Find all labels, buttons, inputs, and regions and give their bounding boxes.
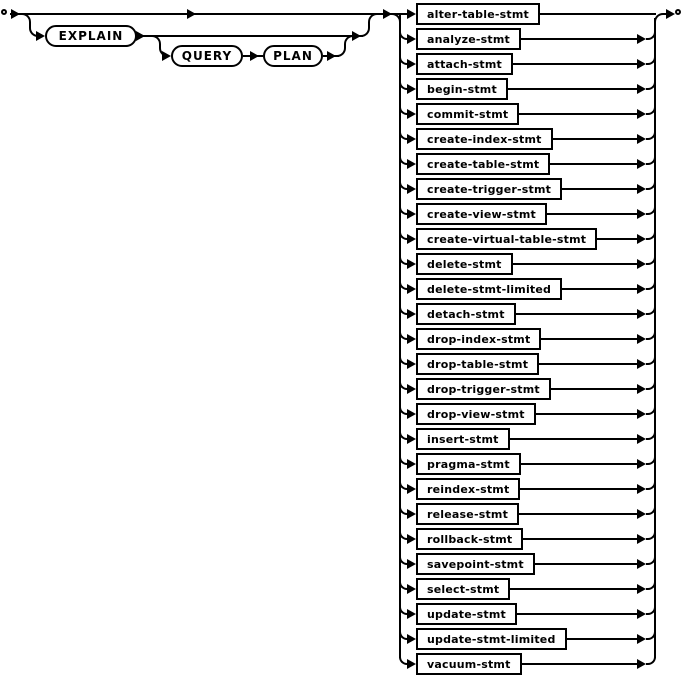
row-exit-curve xyxy=(646,253,656,265)
row-connector-line xyxy=(547,213,637,215)
row-merge-arrow-icon xyxy=(637,459,646,469)
stmt-row xyxy=(399,178,656,200)
row-merge-arrow-icon xyxy=(637,109,646,119)
keyword-plan: PLAN xyxy=(263,45,323,67)
stmt-box-create-view-stmt[interactable]: create-view-stmt xyxy=(416,203,547,225)
row-merge-arrow-icon xyxy=(637,584,646,594)
stmt-row xyxy=(399,578,656,600)
row-exit-curve xyxy=(646,278,656,290)
row-exit-curve xyxy=(646,378,656,390)
stmt-box-reindex-stmt[interactable]: reindex-stmt xyxy=(416,478,520,500)
stmt-box-detach-stmt[interactable]: detach-stmt xyxy=(416,303,516,325)
row-entry-curve xyxy=(399,578,407,590)
stmt-row xyxy=(399,378,656,400)
row-exit-curve xyxy=(646,353,656,365)
keyword-explain: EXPLAIN xyxy=(45,25,137,47)
row-entry-curve xyxy=(399,203,407,215)
row-entry-curve xyxy=(399,453,407,465)
row-entry-curve xyxy=(399,603,407,615)
row-connector-line xyxy=(551,388,637,390)
row-entry-arrow-icon xyxy=(407,584,416,594)
row-merge-arrow-icon xyxy=(637,159,646,169)
stmt-box-create-trigger-stmt[interactable]: create-trigger-stmt xyxy=(416,178,562,200)
row-entry-curve xyxy=(399,178,407,190)
stmt-box-alter-table-stmt[interactable]: alter-table-stmt xyxy=(416,3,540,25)
row-exit-curve xyxy=(646,503,656,515)
stmt-box-create-table-stmt[interactable]: create-table-stmt xyxy=(416,153,550,175)
stmt-row xyxy=(399,503,656,525)
row-entry-curve xyxy=(399,128,407,140)
bypass-mid-arrow-icon xyxy=(187,9,196,19)
stmt-box-rollback-stmt[interactable]: rollback-stmt xyxy=(416,528,523,550)
row-exit-curve xyxy=(646,28,656,40)
row-entry-arrow-icon xyxy=(407,484,416,494)
stmt-box-create-virtual-table-stmt[interactable]: create-virtual-table-stmt xyxy=(416,228,597,250)
row-merge-arrow-icon xyxy=(637,384,646,394)
stmt-row xyxy=(399,128,656,150)
stmt-box-drop-table-stmt[interactable]: drop-table-stmt xyxy=(416,353,539,375)
stmt-box-select-stmt[interactable]: select-stmt xyxy=(416,578,510,600)
stmt-row xyxy=(399,103,656,125)
row-exit-curve xyxy=(646,128,656,140)
row-merge-arrow-icon xyxy=(637,609,646,619)
query-entry-arrow-icon xyxy=(162,51,171,61)
row-merge-arrow-icon xyxy=(637,59,646,69)
row-connector-line xyxy=(550,163,637,165)
row-entry-arrow-icon xyxy=(407,409,416,419)
row-connector-line xyxy=(513,63,637,65)
row-entry-curve xyxy=(399,103,407,115)
row-merge-arrow-icon xyxy=(637,434,646,444)
stmt-box-savepoint-stmt[interactable]: savepoint-stmt xyxy=(416,553,535,575)
row-exit-curve xyxy=(646,528,656,540)
end-arrow-icon xyxy=(666,9,675,19)
row-entry-arrow-icon xyxy=(407,284,416,294)
row-entry-curve xyxy=(399,153,407,165)
row-entry-arrow-icon xyxy=(407,109,416,119)
stmt-row xyxy=(399,153,656,175)
stmt-box-commit-stmt[interactable]: commit-stmt xyxy=(416,103,519,125)
row-exit-curve xyxy=(646,53,656,65)
plan-entry-arrow-icon xyxy=(250,51,259,61)
row-entry-curve xyxy=(399,28,407,40)
row-connector-line xyxy=(520,488,637,490)
stmt-row xyxy=(399,278,656,300)
explain-row-line xyxy=(137,35,363,37)
row-merge-arrow-icon xyxy=(637,184,646,194)
row-connector-line xyxy=(516,313,637,315)
stmt-box-analyze-stmt[interactable]: analyze-stmt xyxy=(416,28,521,50)
stmt-row xyxy=(399,3,656,25)
row-entry-arrow-icon xyxy=(407,434,416,444)
row-entry-arrow-icon xyxy=(407,159,416,169)
stmt-box-create-index-stmt[interactable]: create-index-stmt xyxy=(416,128,553,150)
row-connector-line xyxy=(522,663,637,665)
stmt-box-drop-index-stmt[interactable]: drop-index-stmt xyxy=(416,328,541,350)
row-exit-curve xyxy=(646,78,656,90)
row-connector-line xyxy=(517,613,637,615)
row-connector-line xyxy=(562,288,637,290)
row-merge-arrow-icon xyxy=(637,309,646,319)
row-merge-arrow-icon xyxy=(637,284,646,294)
stmt-row xyxy=(399,253,656,275)
row-entry-arrow-icon xyxy=(407,334,416,344)
row-exit-line xyxy=(646,3,656,15)
row-connector-line xyxy=(523,538,637,540)
row-exit-curve xyxy=(646,553,656,565)
row-entry-arrow-icon xyxy=(407,384,416,394)
stmt-box-insert-stmt[interactable]: insert-stmt xyxy=(416,428,510,450)
row-exit-curve xyxy=(646,203,656,215)
row-exit-curve xyxy=(646,653,656,665)
row-entry-arrow-icon xyxy=(407,59,416,69)
query-merge-curve-up xyxy=(337,45,346,57)
row-entry-arrow-icon xyxy=(407,134,416,144)
row-connector-line xyxy=(510,438,637,440)
row-entry-curve xyxy=(399,528,407,540)
row-connector-line xyxy=(519,513,637,515)
row-exit-curve xyxy=(646,578,656,590)
row-connector-line xyxy=(540,13,646,15)
explain-merge-arrow-icon xyxy=(352,31,361,41)
keyword-query: QUERY xyxy=(171,45,243,67)
row-entry-curve xyxy=(399,503,407,515)
row-entry-curve xyxy=(399,378,407,390)
explain-entry-arrow-icon xyxy=(36,31,45,41)
row-connector-line xyxy=(519,113,637,115)
stmt-row xyxy=(399,403,656,425)
row-entry-curve xyxy=(399,403,407,415)
row-entry-arrow-icon xyxy=(407,209,416,219)
stmt-box-delete-stmt[interactable]: delete-stmt xyxy=(416,253,513,275)
row-exit-curve xyxy=(646,178,656,190)
stmt-row xyxy=(399,628,656,650)
row-connector-line xyxy=(513,263,637,265)
row-entry-curve xyxy=(399,253,407,265)
row-exit-curve xyxy=(646,428,656,440)
row-entry-arrow-icon xyxy=(407,259,416,269)
row-merge-arrow-icon xyxy=(637,509,646,519)
row-connector-line xyxy=(562,188,637,190)
row-connector-line xyxy=(597,238,637,240)
stmt-row xyxy=(399,603,656,625)
stmt-row xyxy=(399,53,656,75)
row-exit-curve xyxy=(646,453,656,465)
row-connector-line xyxy=(521,38,637,40)
row-entry-arrow-icon xyxy=(407,659,416,669)
end-terminator-circle xyxy=(675,9,681,15)
row-entry-arrow-icon xyxy=(407,559,416,569)
stmt-box-drop-view-stmt[interactable]: drop-view-stmt xyxy=(416,403,536,425)
row-merge-arrow-icon xyxy=(637,409,646,419)
row-connector-line xyxy=(508,88,637,90)
row-entry-curve xyxy=(399,353,407,365)
row-entry-arrow-icon xyxy=(407,234,416,244)
stmt-box-pragma-stmt[interactable]: pragma-stmt xyxy=(416,453,521,475)
row-merge-arrow-icon xyxy=(637,559,646,569)
row-connector-line xyxy=(521,463,637,465)
after-plan-arrow-icon xyxy=(327,51,336,61)
row-exit-curve xyxy=(646,303,656,315)
row-exit-curve xyxy=(646,478,656,490)
row-merge-arrow-icon xyxy=(637,259,646,269)
row-entry-arrow-icon xyxy=(407,634,416,644)
row-merge-arrow-icon xyxy=(637,359,646,369)
stmt-row xyxy=(399,353,656,375)
row-entry-arrow-icon xyxy=(407,534,416,544)
row-entry-curve xyxy=(399,428,407,440)
row-entry-line xyxy=(399,3,407,15)
stmt-row xyxy=(399,428,656,450)
row-exit-curve xyxy=(646,603,656,615)
stmt-box-attach-stmt[interactable]: attach-stmt xyxy=(416,53,513,75)
row-exit-curve xyxy=(646,228,656,240)
row-merge-arrow-icon xyxy=(637,134,646,144)
stmt-row xyxy=(399,203,656,225)
row-merge-arrow-icon xyxy=(637,484,646,494)
row-entry-curve xyxy=(399,478,407,490)
stmt-box-release-stmt[interactable]: release-stmt xyxy=(416,503,519,525)
row-exit-curve xyxy=(646,403,656,415)
stmt-box-delete-stmt-limited[interactable]: delete-stmt-limited xyxy=(416,278,562,300)
row-entry-arrow-icon xyxy=(407,84,416,94)
explain-merge-curve-up xyxy=(361,25,370,37)
statement-alternatives xyxy=(399,0,656,676)
row-entry-arrow-icon xyxy=(407,9,416,19)
row-entry-curve xyxy=(399,53,407,65)
stmt-box-vacuum-stmt[interactable]: vacuum-stmt xyxy=(416,653,522,675)
row-entry-curve xyxy=(399,328,407,340)
row-exit-curve xyxy=(646,103,656,115)
row-merge-arrow-icon xyxy=(637,534,646,544)
stmt-box-drop-trigger-stmt[interactable]: drop-trigger-stmt xyxy=(416,378,551,400)
stmt-row xyxy=(399,28,656,50)
stmt-box-update-stmt-limited[interactable]: update-stmt-limited xyxy=(416,628,567,650)
row-connector-line xyxy=(510,588,637,590)
stmt-row xyxy=(399,528,656,550)
row-entry-arrow-icon xyxy=(407,609,416,619)
row-connector-line xyxy=(539,363,637,365)
row-connector-line xyxy=(535,563,637,565)
row-entry-curve xyxy=(399,553,407,565)
row-exit-curve xyxy=(646,628,656,640)
row-entry-curve xyxy=(399,228,407,240)
stmt-row xyxy=(399,653,656,675)
stmt-row xyxy=(399,328,656,350)
row-entry-curve xyxy=(399,78,407,90)
row-entry-curve xyxy=(399,653,407,665)
stmt-box-update-stmt[interactable]: update-stmt xyxy=(416,603,517,625)
row-entry-curve xyxy=(399,303,407,315)
start-terminator-circle xyxy=(1,9,7,15)
stmt-row xyxy=(399,453,656,475)
main-bypass-line xyxy=(10,13,402,15)
row-entry-arrow-icon xyxy=(407,359,416,369)
row-connector-line xyxy=(553,138,637,140)
row-entry-arrow-icon xyxy=(407,459,416,469)
row-entry-curve xyxy=(399,628,407,640)
stmt-row xyxy=(399,78,656,100)
row-merge-arrow-icon xyxy=(637,209,646,219)
row-exit-curve xyxy=(646,153,656,165)
stmt-row xyxy=(399,303,656,325)
row-entry-arrow-icon xyxy=(407,184,416,194)
row-merge-arrow-icon xyxy=(637,659,646,669)
row-merge-arrow-icon xyxy=(637,334,646,344)
row-merge-arrow-icon xyxy=(637,84,646,94)
row-merge-arrow-icon xyxy=(637,34,646,44)
row-merge-arrow-icon xyxy=(637,234,646,244)
row-merge-arrow-icon xyxy=(637,634,646,644)
row-entry-curve xyxy=(399,278,407,290)
stmt-row xyxy=(399,478,656,500)
row-connector-line xyxy=(536,413,637,415)
row-connector-line xyxy=(541,338,637,340)
row-entry-arrow-icon xyxy=(407,309,416,319)
stmt-row xyxy=(399,228,656,250)
row-entry-arrow-icon xyxy=(407,509,416,519)
row-entry-arrow-icon xyxy=(407,34,416,44)
row-exit-curve xyxy=(646,328,656,340)
stmt-box-begin-stmt[interactable]: begin-stmt xyxy=(416,78,508,100)
stmt-row xyxy=(399,553,656,575)
row-connector-line xyxy=(567,638,637,640)
